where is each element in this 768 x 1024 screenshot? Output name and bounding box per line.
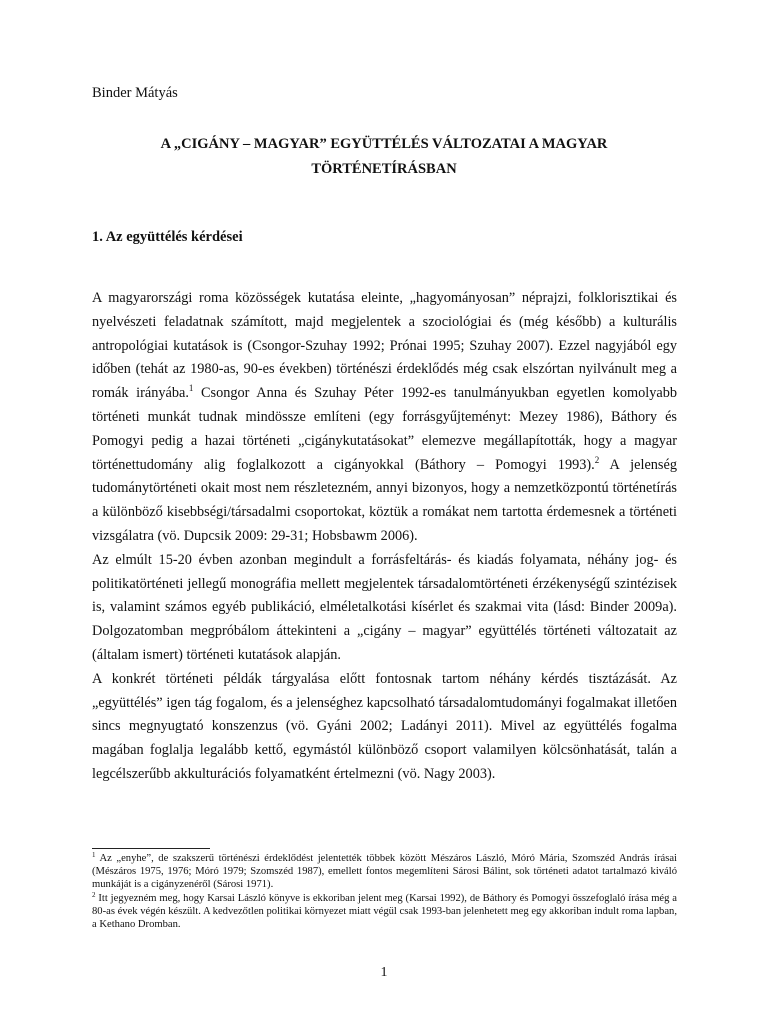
footnote-1-text: Az „enyhe”, de szakszerű történészi érdeklődést jelentették többek között Mészáros László, Móró Mária, Szomszéd András írásai (Mészáros 1975, 1976; Móró 1979; Szomszéd 1987), emellett fontos megemlíteni Sárosi Bálint, sok történeti adatot tartalmazó kiváló munkáját is a cigányzenéről (Sárosi 1971). — [92, 853, 677, 891]
footnote-2-text: Itt jegyezném meg, hogy Karsai László könyve is ekkoriban jelent meg (Karsai 1992), de Báthory és Pomogyi összefoglaló írása még a 80-as évek végén készült. A kedvezőtlen politikai környezet miatt végül csak 1993-ban jelenhetett meg egy akkoriban indult roma lapban, a Kethano Dromban. — [92, 892, 677, 931]
paragraph-3: A konkrét történeti példák tárgyalása előtt fontosnak tartom néhány kérdés tisztázását. Az „együttélés” igen tág fogalom, és a jelenséghez kapcsolható társadalomtudományi fogalmakat illetően sincs megnyugtató konszenzus (vö. Gyáni 2002; Ladányi 2011). Mivel az együttélés fogalma magában foglalja legalább kettő, egymástól különböző csoport valamilyen kölcsönhatását, talán a legcélszerűbb akkulturációs folyamatként értelmezni (vö. Nagy 2003). — [92, 670, 677, 782]
paragraph-2: Az elmúlt 15-20 évben azonban megindult a forrásfeltárás- és kiadás folyamata, néhány jog- és politikatörténeti jellegű monográfia mellett megjelentek társadalomtörténeti érzékenységű szintézisek is, valamint számos egyéb publikáció, elméletalkotási kísérlet és szakmai vita (lásd: Binder 2009a). Dolgozatomban megpróbálom áttekinteni a „cigány – magyar” együttélés történeti változatait az (általam ismert) történeti kutatások alapján. — [92, 551, 677, 663]
paragraph-1 — [92, 287, 677, 549]
footnote-1 — [92, 852, 677, 892]
author-name: Binder Mátyás — [92, 85, 178, 101]
footnote-ref-1[interactable]: 1 — [188, 383, 194, 394]
footnotes — [92, 852, 677, 931]
body-text — [92, 287, 677, 787]
page-number: 1 — [380, 965, 388, 980]
footnote-2 — [92, 892, 677, 932]
paragraph-1-part-2: Csongor Anna és Szuhay Péter 1992-es tanulmányukban egyetlen komolyabb történeti munkát tudnak mindössze említeni (egy forrásgyűjteményt: Mezey 1986), Báthory és Pomogyi pedig a hazai történeti „cigánykutatásokat” elemezve megállapították, hogy a magyar történettudomány alig foglalkozott a cigányokkal (Báthory – Pomogyi 1993). — [92, 385, 678, 473]
section-heading: 1. Az együttélés kérdései — [92, 229, 243, 245]
footnote-ref-2[interactable]: 2 — [594, 454, 600, 465]
title-line-2: TÖRTÉNETÍRÁSBAN — [311, 161, 457, 177]
footnote-divider — [92, 848, 210, 849]
footnote-2-number: 2 — [92, 890, 96, 899]
paragraph-1-part-1: A magyarországi roma közösségek kutatása eleinte, „hagyományosan” néprajzi, folklorisztikai és nyelvészeti feladatnak számított, majd megjelentek a szociológiai és (még később) a kulturális antropológiai kutatások is (Csongor-Szuhay 1992; Prónai 1995; Szuhay 2007). Ezzel nagyjából egy időben (tehát az 1980-as, 90-es években) történészi érdeklődés még csak elszórtan nyilvánult meg a romák irányába. — [92, 290, 677, 402]
title-line-1: A „CIGÁNY – MAGYAR” EGYÜTTÉLÉS VÁLTOZATAI A MAGYAR — [160, 136, 608, 152]
paper-title — [92, 132, 676, 182]
paragraph-1-part-3: A jelenség tudománytörténeti okait most nem részletezném, annyi bizonyos, hogy a nemzetközpontú történetírás a különböző kisebbségi/társadalmi csoportokat, köztük a romákat nem tartotta érdemesnek a történeti vizsgálatra (vö. Dupcsik 2009: 29-31; Hobsbawm 2006). — [92, 456, 677, 544]
footnote-1-number: 1 — [92, 851, 96, 859]
